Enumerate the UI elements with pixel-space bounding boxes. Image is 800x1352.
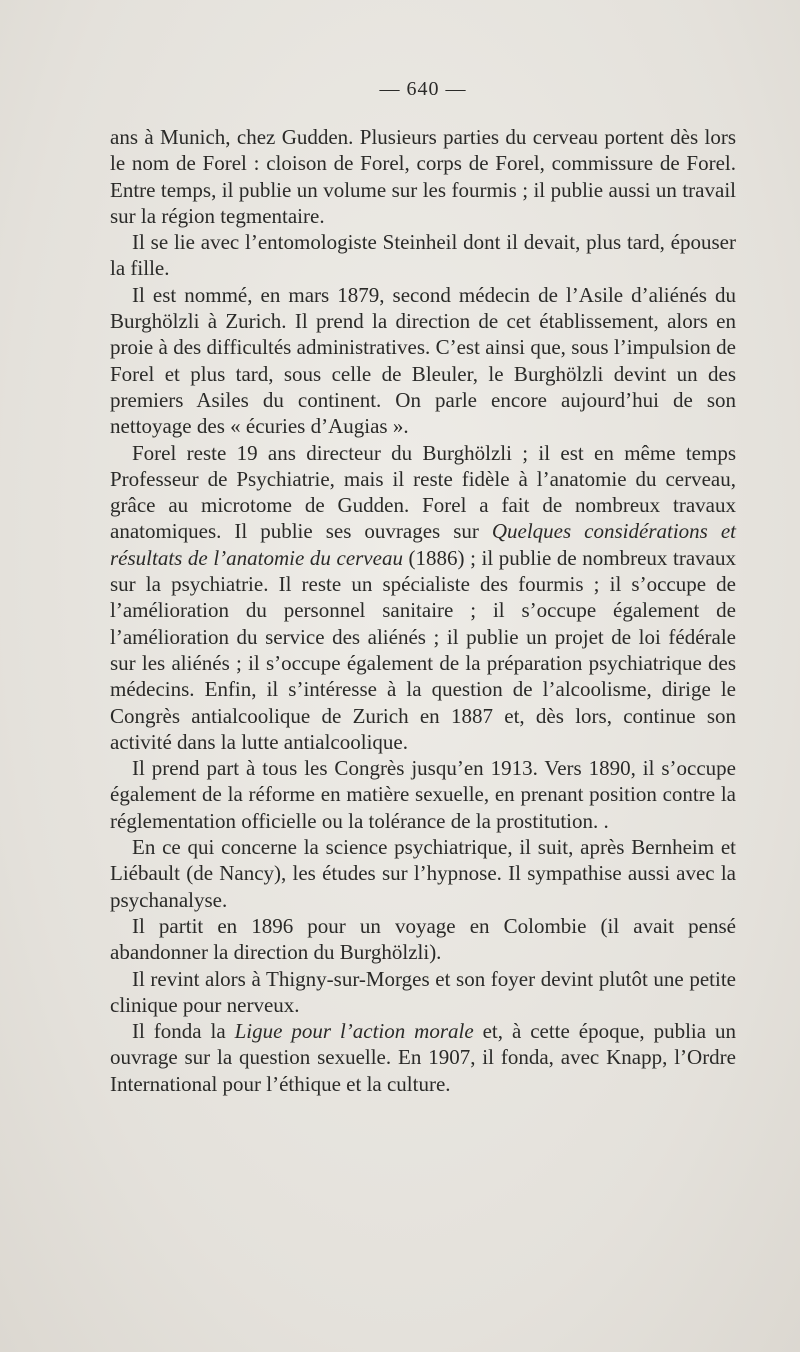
paragraph-9-text-b: et, à cette époque, publia un ouvrage sur la question sexuelle. En 1907, il fonda, avec Knapp, l’Ordre International pour l’éthique et la culture. (110, 1019, 736, 1096)
paragraph-4-text-b: (1886) ; il publie de nombreux travaux sur la psychiatrie. Il reste un spécialiste des fourmis ; il s’occupe de l’amélioration du personnel sanitaire ; il s’occupe également de l’amélioration du service des aliénés ; il publie un projet de loi fédérale sur les aliénés ; il s’occupe également de la préparation psychiatrique des médecins. Enfin, il s’intéresse à la question de l’alcoolisme, dirige le Congrès antialcoolique de Zurich en 1887 et, dès lors, continue son activité dans la lutte antialcoolique. (110, 545, 736, 754)
paragraph-9 (110, 1018, 736, 1097)
page-number: — 640 — (379, 78, 467, 100)
paragraph-4-text-a: Forel reste 19 ans directeur du Burghölzli ; il est en même temps Professeur de Psychiatrie, mais il reste fidèle à l’anatomie du cerveau, grâce au microtome de Gudden. Forel a fait de nombreux travaux anatomiques. Il publie ses ouvrages sur (110, 440, 736, 544)
paragraph-6 (110, 834, 736, 913)
paragraph-5-text: Il prend part à tous les Congrès jusqu’en 1913. Vers 1890, il s’occupe également de la réforme en matière sexuelle, en prenant position contre la réglementation officielle ou la tolérance de la prostitution. . (110, 756, 736, 833)
paragraph-3-text: Il est nommé, en mars 1879, second médecin de l’Asile d’aliénés du Burghölzli à Zurich. Il prend la direction de cet établissement, alors en proie à des difficultés administratives. C’est ainsi que, sous l’impulsion de Forel et plus tard, sous celle de Bleuler, le Burghölzli devint un des premiers Asiles du continent. On parle encore aujourd’hui de son nettoyage des « écuries d’Augias ». (110, 282, 736, 439)
paragraph-5 (110, 755, 736, 834)
paragraph-2 (110, 229, 736, 282)
paragraph-4 (110, 440, 736, 756)
book-title-anatomie: Quelques considérations et résultats de l’anatomie du cerveau (110, 519, 736, 570)
paragraph-1 (110, 124, 736, 229)
paragraph-8-text: Il revint alors à Thigny-sur-Morges et son foyer devint plutôt une petite clinique pour nerveux. (110, 966, 736, 1017)
paragraph-7-text: Il partit en 1896 pour un voyage en Colombie (il avait pensé abandonner la direction du Burghölzli). (110, 913, 736, 965)
paragraph-2-text: Il se lie avec l’entomologiste Steinheil dont il devait, plus tard, épouser la fille. (110, 230, 736, 281)
paragraph-9-text-a: Il fonda la (132, 1019, 235, 1044)
paragraph-8 (110, 966, 736, 1019)
paragraph-7 (110, 913, 736, 966)
league-name: Ligue pour l’action morale (234, 1019, 474, 1044)
document-page (110, 74, 736, 1097)
paragraph-6-text: En ce qui concerne la science psychiatrique, il suit, après Bernheim et Liébault (de Nancy), les études sur l’hypnose. Il sympathise aussi avec la psychanalyse. (110, 835, 736, 912)
paragraph-3 (110, 282, 736, 440)
paragraph-1-text: ans à Munich, chez Gudden. Plusieurs parties du cerveau portent dès lors le nom de Forel : cloison de Forel, corps de Forel, commissure de Forel. Entre temps, il publie un volume sur les fourmis ; il publie aussi un travail sur la région tegmentaire. (110, 125, 736, 228)
